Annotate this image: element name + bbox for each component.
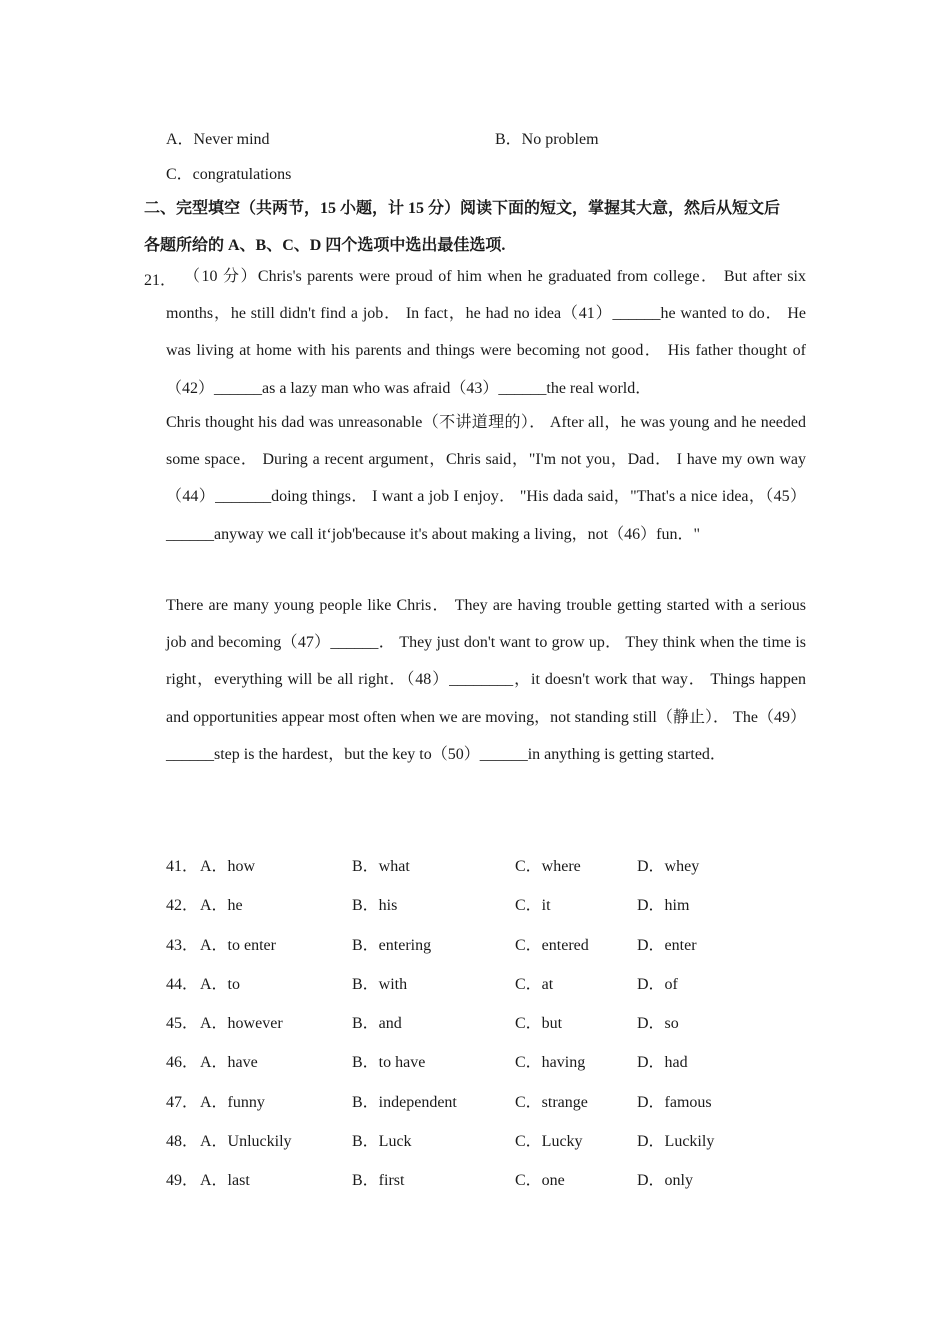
option-number: 48． [166,1132,199,1150]
option-number: 42． [166,897,199,915]
option-b: B．his [352,897,398,915]
option-a: A．to [200,975,241,993]
option-a: A．Unluckily [200,1132,292,1150]
prev-option-c: C．congratulations [166,166,292,183]
prev-option-a: A．Never mind [166,131,270,148]
option-number: 49． [166,1172,199,1189]
option-a: A．funny [200,1093,265,1111]
option-c: C．entered [515,936,589,954]
option-row [166,1167,766,1191]
option-number: 43． [166,936,199,954]
option-row [166,1089,766,1113]
option-b: B．to have [352,1054,426,1072]
option-d: D．of [637,975,678,993]
question-number: 21． [144,272,177,289]
option-row [166,1010,766,1034]
option-row [166,892,766,916]
option-c: C．but [515,1015,563,1032]
option-a: A．have [200,1054,258,1072]
option-a: A．however [200,1015,283,1032]
option-d: D．him [637,897,690,915]
option-number: 45． [166,1015,199,1032]
option-number: 46． [166,1054,199,1072]
option-b: B．Luck [352,1132,412,1150]
option-a: A．how [200,858,256,875]
option-number: 47． [166,1093,199,1111]
option-b: B．and [352,1015,402,1032]
option-b: B．what [352,858,410,875]
option-number: 41． [166,858,199,875]
option-d: D．only [637,1172,694,1189]
option-d: D．whey [637,858,700,875]
option-a: A．to enter [200,936,276,954]
prev-option-b: B．No problem [495,131,599,148]
option-row [166,1049,766,1073]
section-heading-line2: 各题所给的 A、B、C、D 四个选项中选出最佳选项. [144,237,506,254]
option-d: D．Luckily [637,1132,715,1150]
passage-paragraph-2: Chris thought his dad was unreasonable（不讲道理的）． After all，he was young and he needed some space． During a recent argument，Chris said，"I'm not you，Dad． I have my own way（44）_______doing things． I want a job I enjoy． "His dada said，"That's a nice idea，（45）______anyway we call it‘job'because it's about making a living，not（46）fun．" [166,414,806,543]
option-d: D．enter [637,936,697,954]
option-c: C．strange [515,1093,588,1111]
option-c: C．where [515,858,581,875]
option-a: A．last [200,1172,250,1189]
option-b: B．with [352,975,408,993]
passage-paragraph-3: There are many young people like Chris． They are having trouble getting started with a serious job and becoming（47）______． They just don't want to grow up． They think when the time is right，everything will be all right．（48）________，it doesn't work that way． Things happen and opportunities appear most often when we are moving，not standing still（静止）． The（49）______step is the hardest，but the key to（50）______in anything is getting started． [166,597,806,763]
option-c: C．having [515,1054,586,1072]
option-b: B．entering [352,936,432,954]
section-heading-line1: 二、完型填空（共两节，15 小题，计 15 分）阅读下面的短文，掌握其大意，然后从短文后 [144,200,781,217]
option-a: A．he [200,897,243,915]
option-c: C．it [515,897,551,915]
option-row [166,971,766,995]
option-c: C．at [515,975,554,993]
passage-paragraph-1: （10 分）Chris's parents were proud of him when he graduated from college． But after six months，he still didn't find a job． In fact，he had no idea（41）______he wanted to do． He was living at home with his parents and things were becoming not good． His father thought of（42）______as a lazy man who was afraid（43）______the real world． [166,268,806,397]
option-b: B．independent [352,1093,457,1111]
option-d: D．famous [637,1093,712,1111]
option-row [166,1128,766,1152]
option-number: 44． [166,975,199,993]
option-d: D．so [637,1015,679,1032]
option-c: C．Lucky [515,1132,583,1150]
option-row [166,853,766,877]
option-c: C．one [515,1172,565,1189]
option-row [166,932,766,956]
option-d: D．had [637,1054,688,1072]
option-b: B．first [352,1172,405,1189]
